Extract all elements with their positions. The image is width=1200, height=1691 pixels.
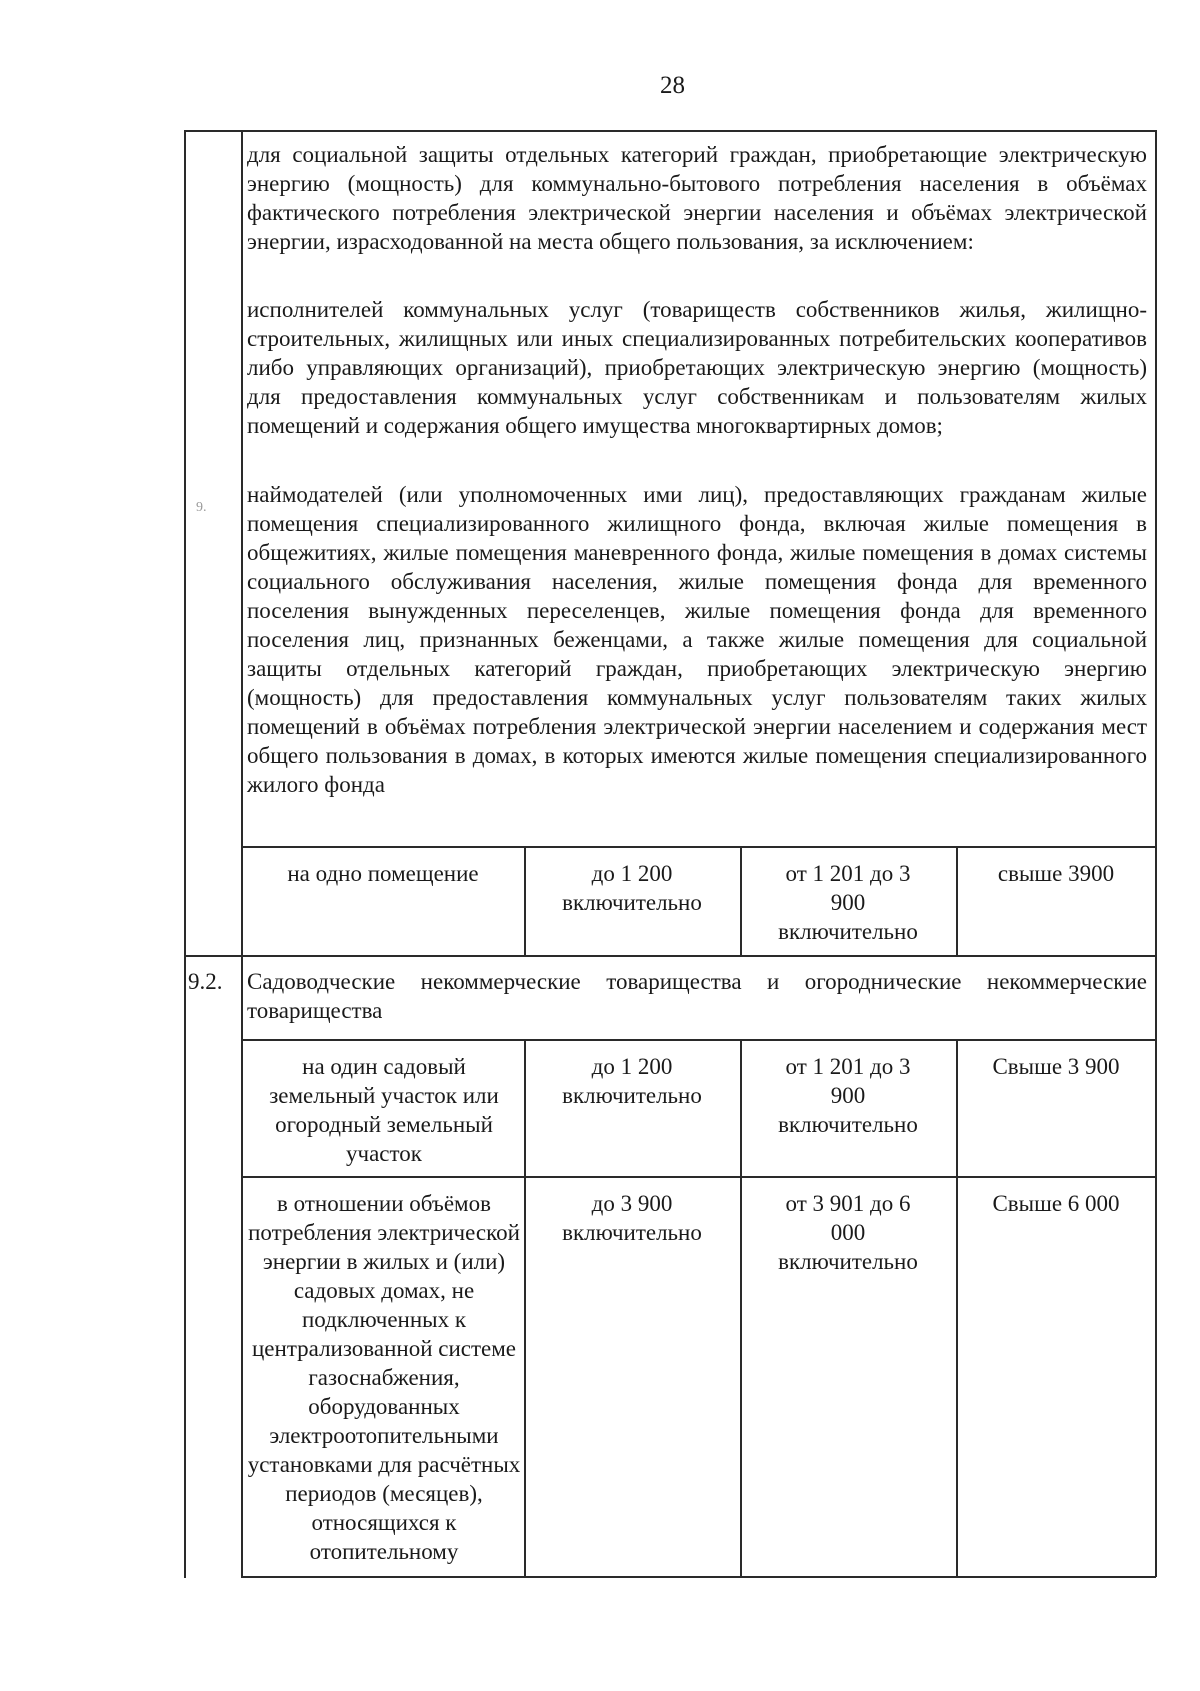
electric-heating-label: в отношении объёмов потребления электрической энергии в жилых и (или) садовых домах, не подключенных к централизованной системе газоснабжения, оборудованных электроотопительными установками для расчётных периодов (месяцев), относящихся к отопительному bbox=[247, 1191, 521, 1564]
garden-plot-range-1: до 1 200 включительно bbox=[562, 1054, 702, 1108]
electric-heating-range-3: Свыше 6 000 bbox=[992, 1191, 1120, 1216]
garden-plot-label: на один садовый земельный участок или огородный земельный участок bbox=[269, 1054, 499, 1166]
electric-heating-range-2: от 3 901 до 6 000 включительно bbox=[778, 1191, 918, 1274]
stray-mark: 9. bbox=[196, 500, 207, 515]
table-content-left-border bbox=[241, 130, 243, 1577]
premise-range-2: от 1 201 до 3 900 включительно bbox=[778, 861, 918, 944]
column-separator bbox=[524, 846, 526, 955]
section-number: 9.2. bbox=[188, 969, 223, 994]
garden-plot-range-3: Свыше 3 900 bbox=[992, 1054, 1120, 1079]
table-bottom-border bbox=[241, 1576, 1156, 1578]
exception-housing-cooperatives: исполнителей коммунальных услуг (товариществ собственников жилья, жилищно-строительных, жилищных или иных специализированных потребительских кооперативов либо управляющих организаций), приобретающих электрическую энергию (мощность) для предоставления коммунальных услуг собственникам и пользователям жилых помещений и содержания общего имущества многоквартирных домов; bbox=[247, 297, 1147, 438]
table-right-border bbox=[1155, 130, 1157, 1577]
column-separator bbox=[740, 1039, 742, 1577]
table-left-border bbox=[184, 130, 186, 1578]
electric-heating-range-1: до 3 900 включительно bbox=[562, 1191, 702, 1245]
row-separator bbox=[184, 955, 1156, 957]
column-separator bbox=[524, 1039, 526, 1577]
garden-plot-range-2: от 1 201 до 3 900 включительно bbox=[778, 1054, 918, 1137]
table-top-border bbox=[184, 130, 1156, 132]
section-title: Садоводческие некоммерческие товарищества и огороднические некоммерческие товарищества bbox=[247, 969, 1147, 1023]
intro-paragraph: для социальной защиты отдельных категорий граждан, приобретающие электрическую энергию (мощность) для коммунально-бытового потребления населения в объёмах фактического потребления электрической энергии населения и объёмах электрической энергии, израсходованной на места общего пользования, за исключением: bbox=[247, 142, 1147, 254]
premise-label: на одно помещение bbox=[287, 861, 479, 886]
row-separator bbox=[241, 1176, 1156, 1178]
row-separator bbox=[241, 846, 1156, 848]
premise-range-1: до 1 200 включительно bbox=[562, 861, 702, 915]
exception-landlords-special-fund: наймодателей (или уполномоченных ими лиц), предоставляющих гражданам жилые помещения специализированного жилищного фонда, включая жилые помещения в общежитиях, жилые помещения маневренного фонда, жилые помещения в домах системы социального обслуживания населения, жилые помещения фонда для временного поселения вынужденных переселенцев, жилые помещения фонда для временного поселения лиц, признанных беженцами, а также жилые помещения для социальной защиты отдельных категорий граждан, приобретающих электрическую энергию (мощность) для предоставления коммунальных услуг пользователям таких жилых помещений в объёмах потребления электрической энергии населением и содержания мест общего пользования в домах, в которых имеются жилые помещения специализированного жилого фонда bbox=[247, 482, 1147, 797]
premise-range-3: свыше 3900 bbox=[997, 861, 1115, 886]
column-separator bbox=[740, 846, 742, 955]
column-separator bbox=[956, 1039, 958, 1577]
page-number: 28 bbox=[660, 72, 685, 99]
row-separator bbox=[241, 1039, 1156, 1041]
